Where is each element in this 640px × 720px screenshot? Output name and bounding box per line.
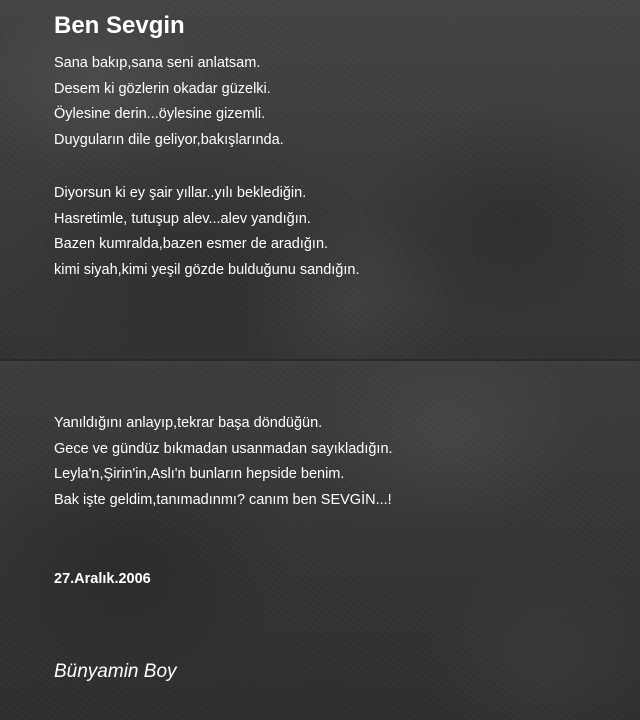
poem-date: 27.Aralık.2006 [54,571,151,587]
poem-line: Duyguların dile geliyor,bakışlarında. [54,131,284,148]
poem-author: Bünyamin Boy [54,661,177,682]
poem-line: kimi siyah,kimi yeşil gözde bulduğunu sandığın. [54,261,360,278]
poem-line: Leyla'n,Şirin'in,Aslı'n bunların hepside benim. [54,466,345,483]
poem-line: Hasretimle, tutuşup alev...alev yandığın. [54,210,311,227]
poem-line: Desem ki gözlerin okadar güzelki. [54,80,271,97]
poem-line: Gece ve gündüz bıkmadan usanmadan sayıkladığın. [54,440,393,457]
poem-line: Öylesine derin...öylesine gizemli. [54,106,266,123]
poem-line: Diyorsun ki ey şair yıllar..yılı beklediğin. [54,185,307,201]
stanza-3 [54,411,393,513]
poem-title: Ben Sevgin [54,12,185,39]
poem-line: Bak işte geldim,tanımadınmı? canım ben SEVGİN...! [54,491,392,508]
poem-line: Bazen kumralda,bazen esmer de aradığın. [54,236,329,253]
poem-line: Sana bakıp,sana seni anlatsam. [54,55,261,71]
stanza-1 [54,51,284,153]
stanza-2 [54,181,359,283]
poem-line: Yanıldığını anlayıp,tekrar başa döndüğün. [54,415,323,431]
